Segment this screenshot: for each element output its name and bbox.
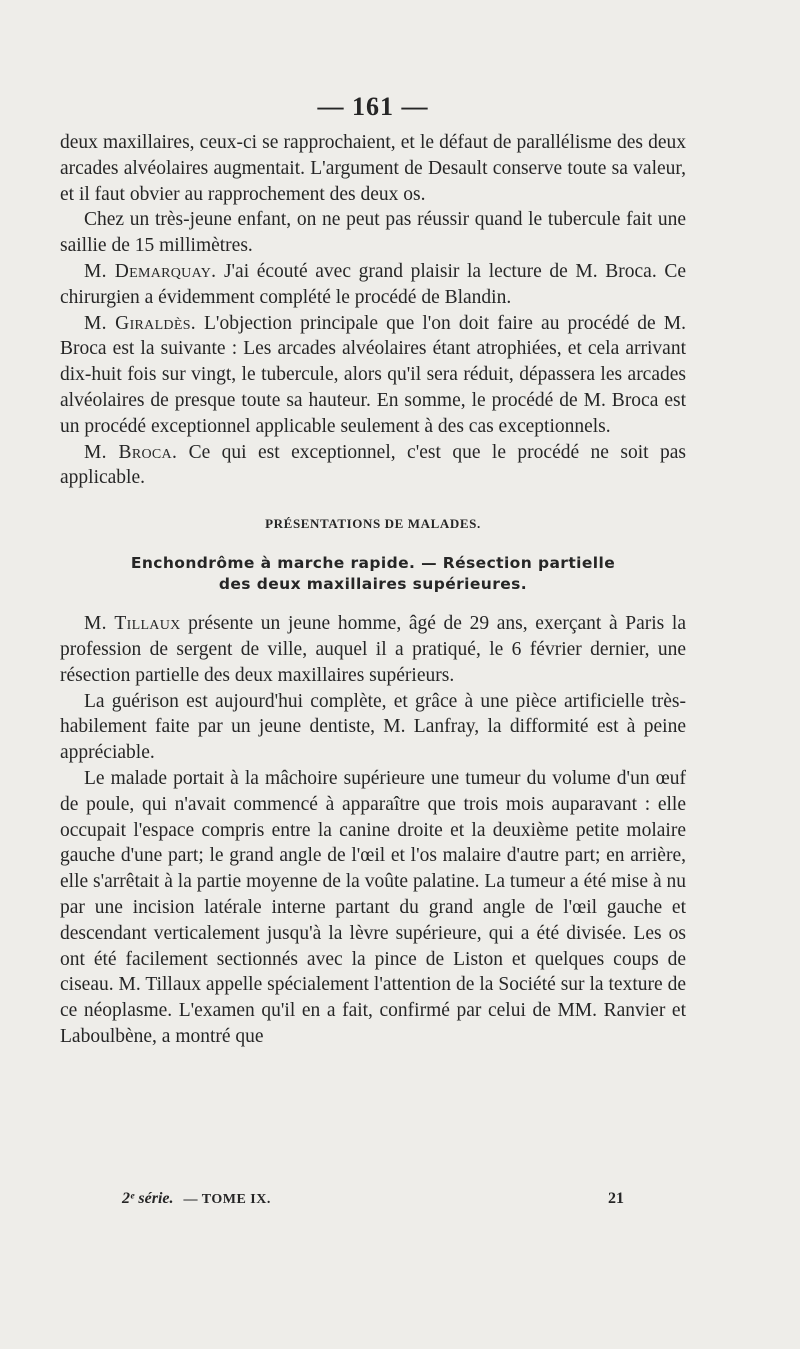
paragraph-text: deux maxillaires, ceux-ci se rapprochaient, et le défaut de parallélisme des deux arcades alvéolaires augmentait. L'argument de Desault conserve toute sa valeur, et il faut obvier au rapprochement des deux os. (60, 132, 686, 205)
page-footer (122, 1188, 624, 1210)
article-title-line: des deux maxillaires supérieures. (218, 575, 528, 594)
paragraph-text: Chez un très-jeune enfant, on ne peut pas réussir quand le tubercule fait une saillie de 15 millimètres. (60, 209, 686, 257)
paragraph-tillaux (60, 611, 686, 688)
paragraph-text: Le malade portait à la mâchoire supérieure une tumeur du volume d'un œuf de poule, qui n'avait commencé à apparaître que trois mois auparavant : elle occupait l'espace compris entre la canine droite et la deuxième petite molaire gauche d'une part; le grand angle de l'œil et l'os malaire d'autre part; en arrière, elle s'arrêtait à la partie moyenne de la voûte palatine. La tumeur a été mise à nu par une incision latérale interne partant du grand angle de l'œil gauche et descendant verticalement jusqu'à la lèvre supérieure, qui a été divisée. Les os ont été facilement sectionnés avec la pince de Liston et quelques coups de ciseau. M. Tillaux appelle spécialement l'attention de la Société sur la texture de ce néoplasme. L'examen qu'il en a fait, confirmé par celui de MM. Ranvier et Laboulbène, a montré que (60, 767, 686, 1047)
paragraph-demarquay (60, 259, 686, 311)
paragraph (60, 130, 686, 207)
page-number: — 161 — (317, 92, 429, 121)
series-label: 2ᵉ série. (122, 1190, 174, 1207)
page-body (60, 88, 686, 1050)
speaker-name: M. Broca. (84, 441, 178, 463)
paragraph-giraldes (60, 311, 686, 440)
tome-label: — TOME IX. (183, 1192, 271, 1207)
paragraph-text: L'objection principale que l'on doit faire au procédé de M. Broca est la suivante : Les arcades alvéolaires étant atrophiées, et cela arrivant dix-huit fois sur vingt, le tubercule, alors qu'il sera réduit, dépassera les arcades alvéolaires de presque toute sa hauteur. En somme, le procédé de M. Broca est un procédé exceptionnel applicable seulement à des cas exceptionnels. (60, 312, 686, 437)
paragraph-broca (60, 440, 686, 492)
paragraph (60, 766, 686, 1050)
signature-mark: 21 (608, 1190, 624, 1207)
paragraph-text: Ce qui est exceptionnel, c'est que le procédé ne soit pas applicable. (60, 441, 687, 489)
paragraph-text: présente un jeune homme, âgé de 29 ans, exerçant à Paris la profession de sergent de ville, auquel il a pratiqué, le 6 février dernier, une résection partielle des deux maxillaires supérieurs. (60, 613, 686, 686)
article-title-line: Enchondrôme à marche rapide. — Résection partielle (130, 554, 616, 573)
paragraph-text: J'ai écouté avec grand plaisir la lecture de M. Broca. Ce chirurgien a évidemment complété le procédé de Blandin. (60, 260, 686, 308)
section-heading: PRÉSENTATIONS DE MALADES. (265, 516, 481, 532)
speaker-name: M. Tillaux (84, 613, 181, 635)
paragraph-text: La guérison est aujourd'hui complète, et grâce à une pièce artificielle très-habilement faite par un jeune dentiste, M. Lanfray, la difformité est à peine appréciable. (60, 690, 686, 764)
speaker-name: M. Demarquay. (84, 260, 217, 282)
paragraph (60, 689, 686, 766)
speaker-name: M. Giraldès. (84, 312, 196, 334)
article-title (60, 553, 686, 595)
paragraph (60, 207, 686, 259)
